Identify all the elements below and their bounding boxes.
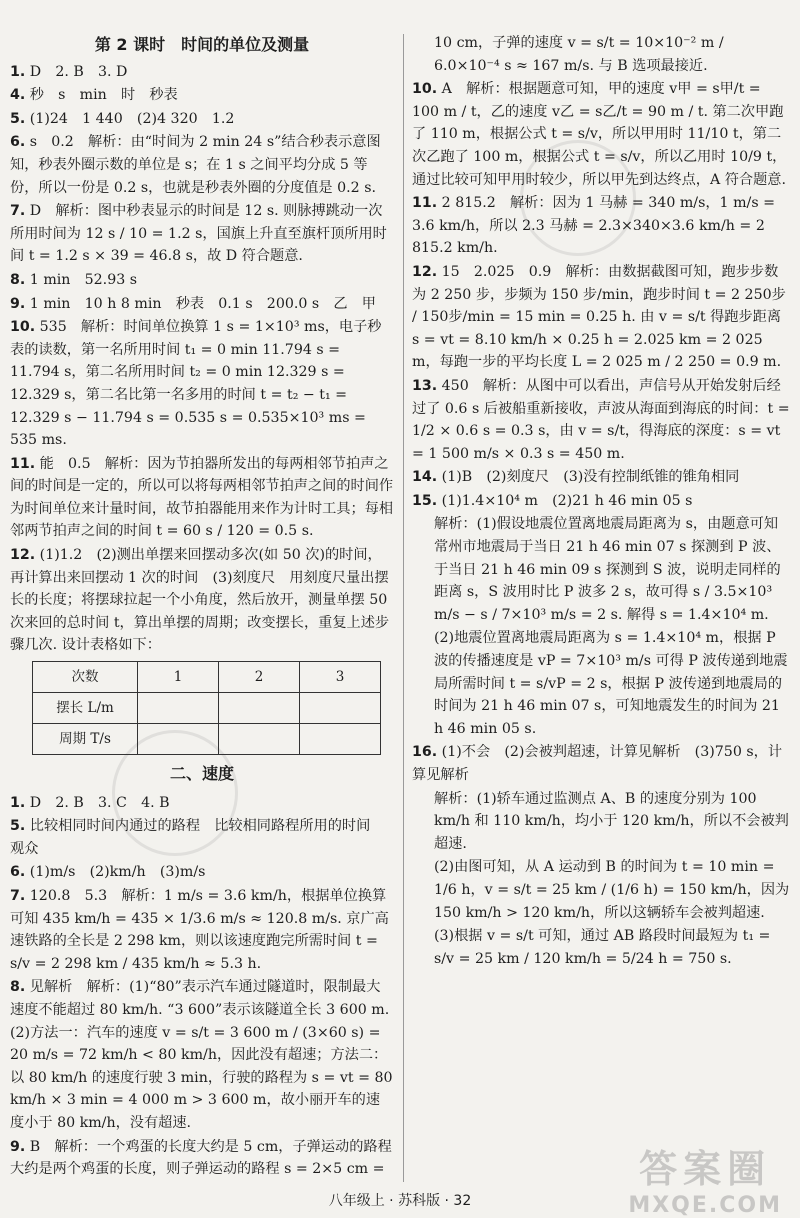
answer-item [412,856,790,924]
answer-number: 16. [412,744,438,761]
answer-text: 能 0.5 解析：因为节拍器所发出的每两相邻节拍声之间的时间是一定的，所以可以将每两相邻节拍声之间的时间作为时间单位来计量时间，故节拍器能用来作为计时工具；每相邻两节拍声之间的时间 t = 60 s / 120 = 0.5 s. [10,455,394,540]
answer-item [412,788,790,856]
column-divider [403,34,404,1182]
answer-number: 1. [10,794,26,811]
answer-number: 15. [412,492,438,509]
answer-list-left [10,61,394,657]
page-footer: 八年级上 · 苏科版 · 32 [328,1193,472,1209]
answer-text: 1 min 10 h 8 min 秒表 0.1 s 200.0 s 乙 甲 [29,295,376,312]
answer-item [10,815,394,860]
left-column [10,32,394,1182]
right-column [412,32,790,971]
answer-text: D 解析：图中秒表显示的时间是 12 s. 则脉搏跳动一次所用时间为 12 s / 10 = 1.2 s，国旗上升直至旗杆顶所用时间 t = 1.2 s × 39 = 46.8 s，故 D 符合题意. [10,203,387,265]
answer-number: 8. [10,271,26,288]
answer-text: 见解析 解析：(1)“80”表示汽车通过隧道时，限制最大速度不能超过 80 km/h. “3 600”表示该隧道全长 3 600 m. (2)方法一：汽车的速度 v = s/t = 3 600 m / (3×60 s) = 20 m/s = 72 km/h < 80 km/h，因此没有超速；方法二：以 80 km/h 的速度行驶 3 min，行驶的路程为 s = vt = 80 km/h × 3 min = 4 000 m > 3 600 m，故小丽开车的速度小于 80 km/h，没有超速. [10,979,393,1131]
answer-text: 450 解析：从图中可以看出，声信号从开始发射后经过了 0.6 s 后被船重新接收，声波从海面到海底的时间：t = 1/2 × 0.6 s = 0.3 s，由 v = s/t，得海底的深度：s = vt = 1 500 m/s × 0.3 s = 450 m. [412,377,790,462]
answer-text: (3)根据 v = s/t 可知，通过 AB 路段时间最短为 t₁ = s/v = 25 km / 120 km/h = 5/24 h = 750 s. [434,928,771,967]
answer-text: D 2. B 3. D [29,63,128,80]
lesson-title: 第 2 课时 时间的单位及测量 [94,35,310,54]
answer-list-right [412,32,790,970]
section-title: 二、速度 [169,764,234,784]
table-cell [300,724,381,755]
answer-number: 7. [10,888,26,904]
table-cell [138,693,219,724]
table-header-cell: 2 [219,662,300,693]
answer-item [10,885,394,975]
table-cell [300,693,381,724]
table-header-cell: 次数 [33,662,138,693]
answer-item [10,200,394,268]
answer-number: 6. [10,134,26,151]
answer-item [10,453,394,543]
answer-text: (2)地震位置离地震局距离为 s = 1.4×10⁴ m，根据 P 波的传播速度是 vP = 7×10³ m/s 可得 P 波传递到地震局所需时间 t = s/vP = 2 s，根据 P 波传递到地震局的时间为 21 h 46 min 07 s，可知地震发生的时间为 21 h 46 min 05 s. [434,630,788,737]
answer-number: 1. [10,63,26,80]
answer-item [412,32,790,77]
answer-number: 6. [10,864,26,881]
design-table [32,661,381,755]
answer-item [10,131,394,199]
answer-text: 比较相同时间内通过的路程 比较相同路程所用的时间 观众 [10,818,385,857]
answer-item [412,466,790,489]
answer-number: 14. [412,469,438,486]
answer-item [412,925,790,970]
answer-item [10,61,394,84]
table-cell [138,724,219,755]
answer-item [412,741,790,786]
answer-number: 12. [10,547,36,564]
answer-text: 2 815.2 解析：因为 1 马赫 = 340 m/s，1 m/s = 3.6 km/h，所以 2.3 马赫 = 2.3×340×3.6 km/h = 2 815.2 km/h. [412,195,776,257]
answer-number: 11. [412,195,438,212]
answer-text: (1)1.2 (2)测出单摆来回摆动多次(如 50 次)的时间，再计算出来回摆动 1 次的时间 (3)刻度尺 用刻度尺量出摆长的长度；将摆球拉起一个小角度，然后放开，测量单摆 50 次来回的总时间 t，算出单摆的周期；改变摆长，重复上述步骤几次. 设计表格如下： [10,547,390,654]
answer-number: 13. [412,377,438,394]
answer-text: 秒 s min 时 秒表 [29,87,178,104]
table-header-row [33,662,381,693]
answer-text: (1)不会 (2)会被判超速，计算见解析 (3)750 s，计算见解析 [412,744,783,783]
answer-text: 15 2.025 0.9 解析：由数据截图可知，跑步步数为 2 250 步，步频为 150 步/min，跑步时间 t = 2 250步 / 150步/min = 15 min = 0.25 h. 由 v = s/t 得跑步距离 s = vt = 8.10 km/h × 0.25 h = 2.025 km = 2 025 m，每跑一步的平均长度 L = 2 025 m / 2 250 = 0.9 m. [412,263,786,371]
table-cell [219,724,300,755]
answer-text: s 0.2 解析：由“时间为 2 min 24 s”结合秒表示意图知，秒表外圈示数的单位是 s；在 1 s 之间平均分成 5 等份，所以一份是 0.2 s，也就是秒表外圈的分度值是 0.2 s. [10,134,381,196]
answer-text: 535 解析：时间单位换算 1 s = 1×10³ ms，电子秒表的读数，第一名所用时间 t₁ = 0 min 11.794 s = 11.794 s，第二名所用时间 t₂ = 0 min 12.329 s = 12.329 s，第二名比第一名多用的时间 t = t₂ − t₁ = 12.329 s − 11.794 s = 0.535 s = 0.535×10³ ms = 535 ms. [10,319,382,449]
answer-text: (1)1.4×10⁴ m (2)21 h 46 min 05 s [441,492,693,509]
answer-item [412,192,790,260]
answer-item [10,792,394,815]
answer-number: 9. [10,1138,26,1155]
answer-number: 9. [10,295,26,312]
answer-item [412,627,790,740]
answer-number: 7. [10,203,26,220]
site-watermark [628,1138,782,1218]
answer-item [10,976,394,1134]
answer-text: (2)由图可知，从 A 运动到 B 的时间为 t = 10 min = 1/6 h，v = s/t = 25 km / (1/6 h) = 150 km/h，因为 150 km/h > 120 km/h，所以这辆轿车会被判超速. [434,859,790,921]
answer-item [412,490,790,513]
table-row [33,693,381,724]
answer-list-left-2 [10,792,394,1181]
answer-number: 11. [10,455,36,472]
answer-item [10,316,394,452]
answer-text: B 解析：一个鸡蛋的长度大约是 5 cm，子弹运动的路程大约是两个鸡蛋的长度，则子弹运动的路程 s = 2×5 cm = [10,1138,392,1178]
answer-item [412,261,790,374]
answer-text: (1)m/s (2)km/h (3)m/s [29,864,206,881]
watermark-logo-text: 答案圈 [639,1147,772,1191]
answer-text: D 2. B 3. C 4. B [29,794,170,811]
answer-item [10,269,394,292]
answer-item [10,108,394,131]
answer-item [10,293,394,316]
table-header-cell: 3 [300,662,381,693]
watermark-url: MXQE.COM [628,1193,782,1218]
answer-item [412,78,790,191]
answer-item [412,375,790,465]
answer-text: A 解析：根据题意可知，甲的速度 v甲 = s甲/t = 100 m / t，乙的速度 v乙 = s乙/t = 90 m / t. 第二次甲跑了 110 m，根据公式 t = s/v，所以甲用时 11/10 t，第二次乙跑了 100 m，根据公式 t = s/v，所以乙用时 10/9 t，通过比较可知甲用时较少，所以甲先到达终点，A 符合题意. [412,81,787,188]
table-cell: 周期 T/s [33,724,138,755]
answer-item [412,513,790,626]
table-row [33,724,381,755]
table-header-cell: 1 [138,662,219,693]
answer-number: 10. [412,81,438,98]
answer-item [10,861,394,884]
answer-text: (1)24 1 440 (2)4 320 1.2 [29,110,235,127]
answer-text: (1)B (2)刻度尺 (3)没有控制纸锥的锥角相同 [441,469,740,486]
answer-number: 5. [10,818,26,835]
answer-item [10,544,394,657]
answer-item [10,1136,394,1181]
answer-number: 12. [412,263,438,280]
answer-text: 解析：(1)轿车通过监测点 A、B 的速度分别为 100 km/h 和 110 km/h，均小于 120 km/h，所以不会被判超速. [434,790,789,852]
answer-number: 8. [10,979,26,996]
answer-number: 5. [10,110,26,127]
table-cell: 摆长 L/m [33,693,138,724]
answer-number: 10. [10,319,36,336]
answer-text: 1 min 52.93 s [29,271,138,288]
answer-text: 解析：(1)假设地震位置离地震局距离为 s，由题意可知常州市地震局于当日 21 h 46 min 07 s 探测到 P 波、于当日 21 h 46 min 09 s 探测到 S 波，说明走同样的距离 s，S 波用时比 P 波多 2 s，故可得 s / 3.5×10³ m/s − s / 7×10³ m/s = 2 s. 解得 s = 1.4×10⁴ m. [434,516,781,623]
answer-text: 120.8 5.3 解析：1 m/s = 3.6 km/h，根据单位换算可知 435 km/h = 435 × 1/3.6 m/s ≈ 120.8 m/s. 京广高速铁路的全长是 2 298 km，则以该速度跑完所需时间 t = s/v = 2 298 km / 435 km/h ≈ 5.3 h. [10,888,389,972]
table-cell [219,693,300,724]
answer-item [10,84,394,107]
answer-text: 10 cm，子弹的速度 v = s/t = 10×10⁻² m / 6.0×10⁻⁴ s ≈ 167 m/s. 与 B 选项最接近. [434,35,724,74]
answer-number: 4. [10,87,26,104]
